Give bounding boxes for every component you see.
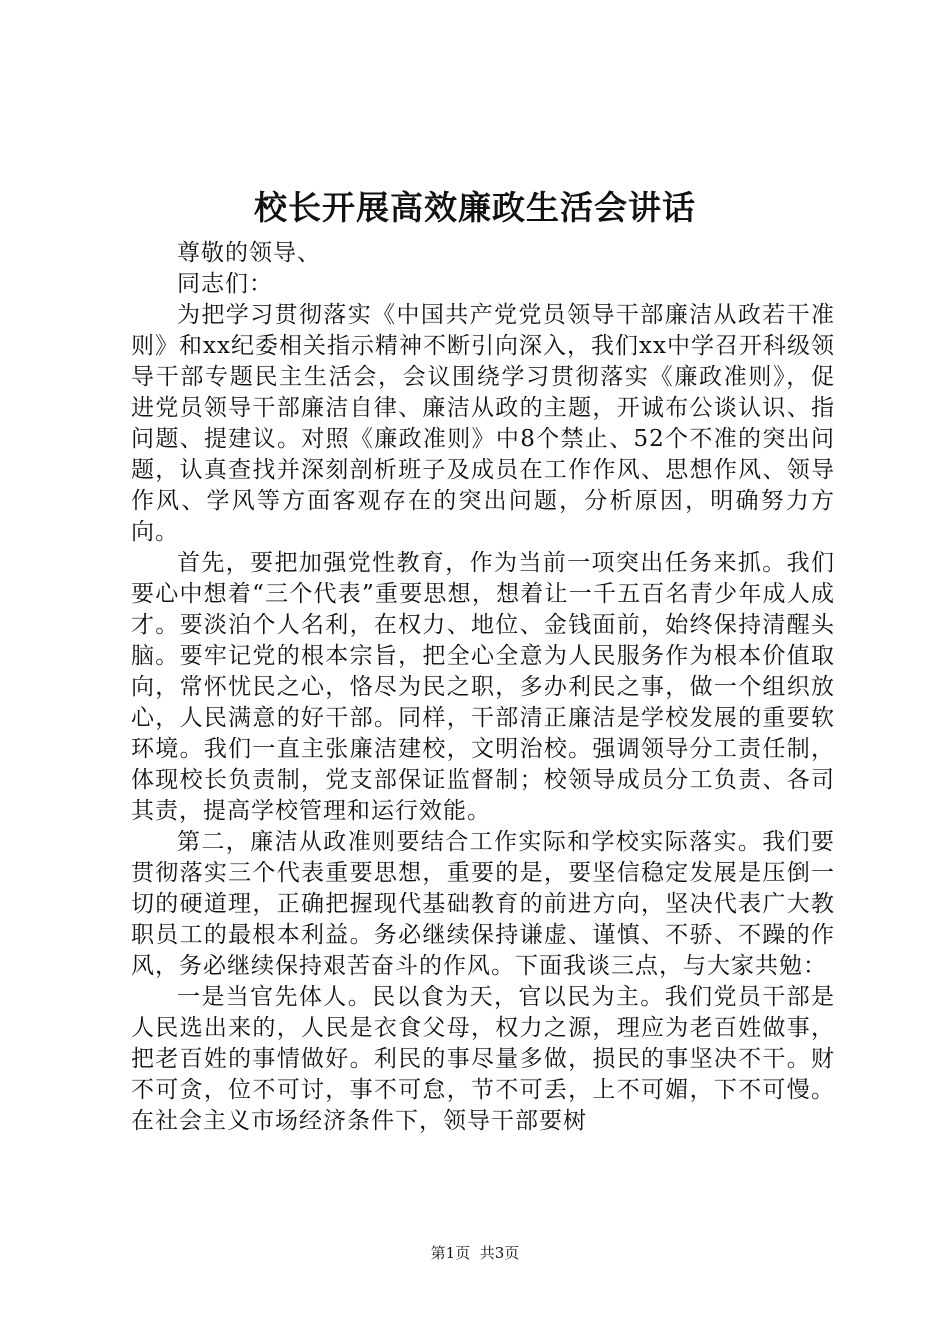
salutation-line-1: 尊敬的领导、: [177, 240, 321, 266]
paragraph-second: 第二，廉洁从政准则要结合工作实际和学校实际落实。我们要贯彻落实三个代表重要思想，重要的是，要坚信稳定发展是压倒一切的硬道理，正确把握现代基础教育的前进方向，坚决代表广大教职员工的最根本利益。务必继续保持谦虚、谨慎、不骄、不躁的作风，务必继续保持艰苦奋斗的作风。下面我谈三点，与大家共勉：: [131, 829, 835, 979]
paragraph-first: 首先，要把加强党性教育，作为当前一项突出任务来抓。我们要心中想着“三个代表”重要思想，想着让一千五百名青少年成人成才。要淡泊个人名利，在权力、地位、金钱面前，始终保持清醒头脑。要牢记党的根本宗旨，把全心全意为人民服务作为根本价值取向，常怀忧民之心，恪尽为民之职，多办利民之事，做一个组织放心，人民满意的好干部。同样，干部清正廉洁是学校发展的重要软环境。我们一直主张廉洁建校，文明治校。强调领导分工责任制，体现校长负责制，党支部保证监督制；校领导成员分工负责、各司其责，提高学校管理和运行效能。: [131, 550, 835, 824]
salutation-line-2: 同志们：: [177, 271, 273, 297]
page-total: 共3页: [479, 1244, 520, 1262]
page-number: 第1页: [430, 1244, 471, 1262]
document-body: [131, 238, 835, 1137]
page-footer: [0, 1243, 950, 1263]
footer-separator: [470, 1244, 480, 1262]
document-title: 校长开展高效廉政生活会讲话: [254, 188, 696, 227]
paragraph-intro: 为把学习贯彻落实《中国共产党党员领导干部廉洁从政若干准则》和xx纪委相关指示精神不断引向深入，我们xx中学召开科级领导干部专题民主生活会，会议围绕学习贯彻落实《廉政准则》，促进党员领导干部廉洁自律、廉洁从政的主题，开诚布公谈认识、指问题、提建议。对照《廉政准则》中8个禁止、52个不准的突出问题，认真查找并深刻剖析班子及成员在工作作风、思想作风、领导作风、学风等方面客观存在的突出问题，分析原因，明确努力方向。: [131, 302, 835, 545]
paragraph-point-one: 一是当官先体人。民以食为天，官以民为主。我们党员干部是人民选出来的，人民是衣食父母，权力之源，理应为老百姓做事，把老百姓的事情做好。利民的事尽量多做，损民的事坚决不干。财不可贪，位不可讨，事不可怠，节不可丢，上不可媚，下不可慢。在社会主义市场经济条件下，领导干部要树: [131, 984, 835, 1134]
